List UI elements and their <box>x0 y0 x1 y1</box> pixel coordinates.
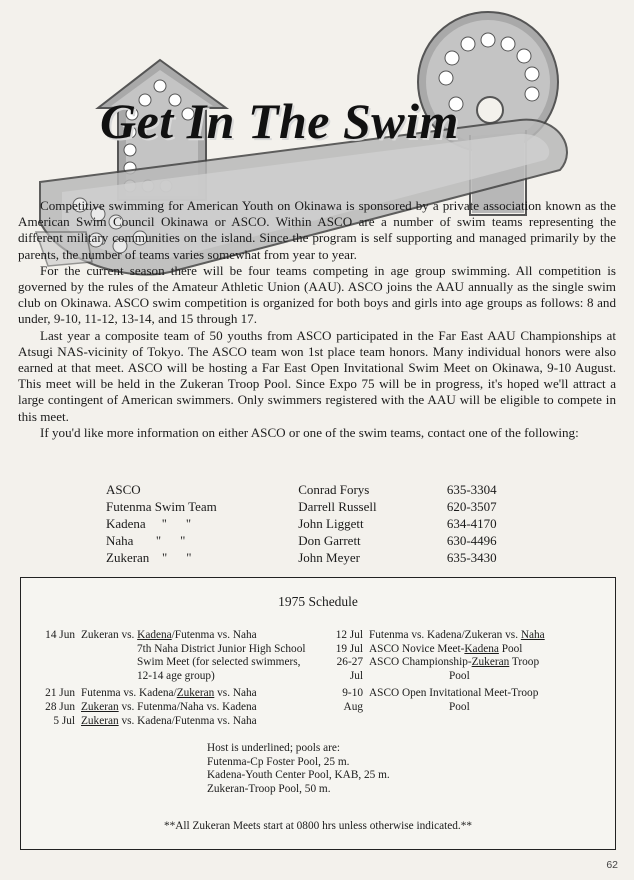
contact-row <box>106 498 536 515</box>
entry-date: 26-27 Jul <box>336 656 363 682</box>
paragraph-2: For the current season there will be four teams competing in age group swimming. All competition is governed by the rules of the Amateur Athletic Union (AAU). ASCO joins the AAU annually as the single swim club on Okinawa. ASCO swim competition is organized for both boys and girls into age groups as follows: 8 and under, 9-10, 11-12, 13-14, and 15 through 17. <box>18 262 616 327</box>
schedule-left-column <box>43 629 335 728</box>
note-line: Host is underlined; pools are: <box>207 742 341 754</box>
host-team: Zukeran <box>81 700 119 713</box>
paragraph-4: If you'd like more information on either ASCO or one of the swim teams, contact one of the following: <box>40 424 579 440</box>
host-team: Zukeran <box>176 687 215 700</box>
entry-date: 21 Jun <box>45 687 75 700</box>
host-team: Zukeran <box>81 714 119 727</box>
contact-phone: 635-3430 <box>446 550 497 565</box>
contact-name: Darrell Russell <box>298 499 377 514</box>
schedule-entry <box>43 701 335 715</box>
entry-text: ASCO Novice Meet-Kadena Pool <box>369 642 523 655</box>
schedule-entry <box>323 643 595 657</box>
schedule-entry <box>43 687 335 701</box>
schedule-heading: 1975 Schedule <box>278 594 358 609</box>
contact-org: Futenma Swim Team <box>106 499 217 514</box>
host-team: Kadena <box>464 642 499 655</box>
entry-date: 5 Jul <box>53 714 75 727</box>
entry-text: Zukeran vs. Futenma/Naha vs. Kadena <box>81 700 257 713</box>
paragraph-1: Competitive swimming for American Youth on Okinawa is sponsored by a private association known as the American Swim Council Okinawa or ASCO. Within ASCO are a number of swim teams representing the different military communities on the island. Since the program is self supporting and managed primarily by the parents, the number of teams varies somewhat from year to year. <box>18 198 616 262</box>
schedule-right-column <box>323 629 595 715</box>
article-body <box>18 198 616 441</box>
contact-phone: 620-3507 <box>446 499 497 514</box>
contact-row <box>106 549 536 566</box>
schedule-entry <box>43 715 335 729</box>
note-line: Futenma-Cp Foster Pool, 25 m. <box>207 755 350 768</box>
note-line: Zukeran-Troop Pool, 50 m. <box>207 782 331 795</box>
paragraph-3: Last year a composite team of 50 youths from ASCO participated in the Far East AAU Championships at Atsugi NAS-vicinity of Tokyo. The ASCO team won 1st place team honors. Many individual honors were also earned at that meet. ASCO will be hosting a Far East Open Invitational Swim Meet on Okinawa, 9-10 August. This meet will be held in the Zukeran Troop Pool. Since Expo 75 will be in progress, it's hoped we'll attract a large contingent of American swimmers. Only swimmers registered with the AAU will be eligible to compete in this meet. <box>18 327 616 424</box>
entry-text: Zukeran vs. Kadena/Futenma vs. Naha 7th Naha District Junior High School Swim Meet (for selected swimmers, 12-14 age group) <box>81 629 306 682</box>
entry-date: 12 Jul <box>335 629 363 641</box>
contact-phone: 634-4170 <box>446 516 497 531</box>
schedule-entry <box>43 629 335 683</box>
entry-date: 28 Jun <box>45 700 75 713</box>
entry-text: ASCO Championship-Zukeran Troop Pool <box>369 656 540 682</box>
note-line: Kadena-Youth Center Pool, KAB, 25 m. <box>207 769 390 782</box>
page-number: 62 <box>606 859 618 871</box>
contact-list <box>106 481 536 566</box>
entry-text: Futenma vs. Kadena/Zukeran vs. Naha <box>369 629 545 641</box>
contact-org: Kadena '' '' <box>106 516 191 531</box>
contact-org: Naha '' '' <box>106 533 186 548</box>
entry-text: Zukeran vs. Kadena/Futenma vs. Naha <box>81 714 257 727</box>
host-team: Naha <box>520 629 545 641</box>
entry-text: Futenma vs. Kadena/Zukeran vs. Naha <box>81 687 257 700</box>
schedule-entry <box>323 687 595 714</box>
contact-org: Zukeran '' '' <box>106 550 192 565</box>
host-team: Kadena <box>137 629 172 641</box>
host-team: Zukeran <box>471 656 510 669</box>
schedule-box <box>20 577 616 850</box>
page-title: Get In The Swim <box>100 93 459 149</box>
schedule-entry <box>323 656 595 683</box>
entry-date: 9-10 Aug <box>342 687 363 713</box>
contact-org: ASCO <box>106 482 141 497</box>
entry-text: ASCO Open Invitational Meet-Troop Pool <box>369 687 539 713</box>
contact-phone: 635-3304 <box>446 482 497 497</box>
contact-name: John Liggett <box>298 516 364 531</box>
contact-name: Don Garrett <box>298 533 361 548</box>
schedule-footnote: **All Zukeran Meets start at 0800 hrs unless otherwise indicated.** <box>163 820 473 832</box>
contact-row <box>106 515 536 532</box>
schedule-entry <box>323 629 595 643</box>
pool-notes <box>207 742 467 796</box>
entry-date: 19 Jul <box>335 642 363 655</box>
contact-name: Conrad Forys <box>298 482 370 497</box>
contact-phone: 630-4496 <box>446 533 497 548</box>
contact-row <box>106 532 536 549</box>
entry-date: 14 Jun <box>45 629 75 641</box>
contact-row <box>106 481 536 498</box>
contact-name: John Meyer <box>298 550 360 565</box>
